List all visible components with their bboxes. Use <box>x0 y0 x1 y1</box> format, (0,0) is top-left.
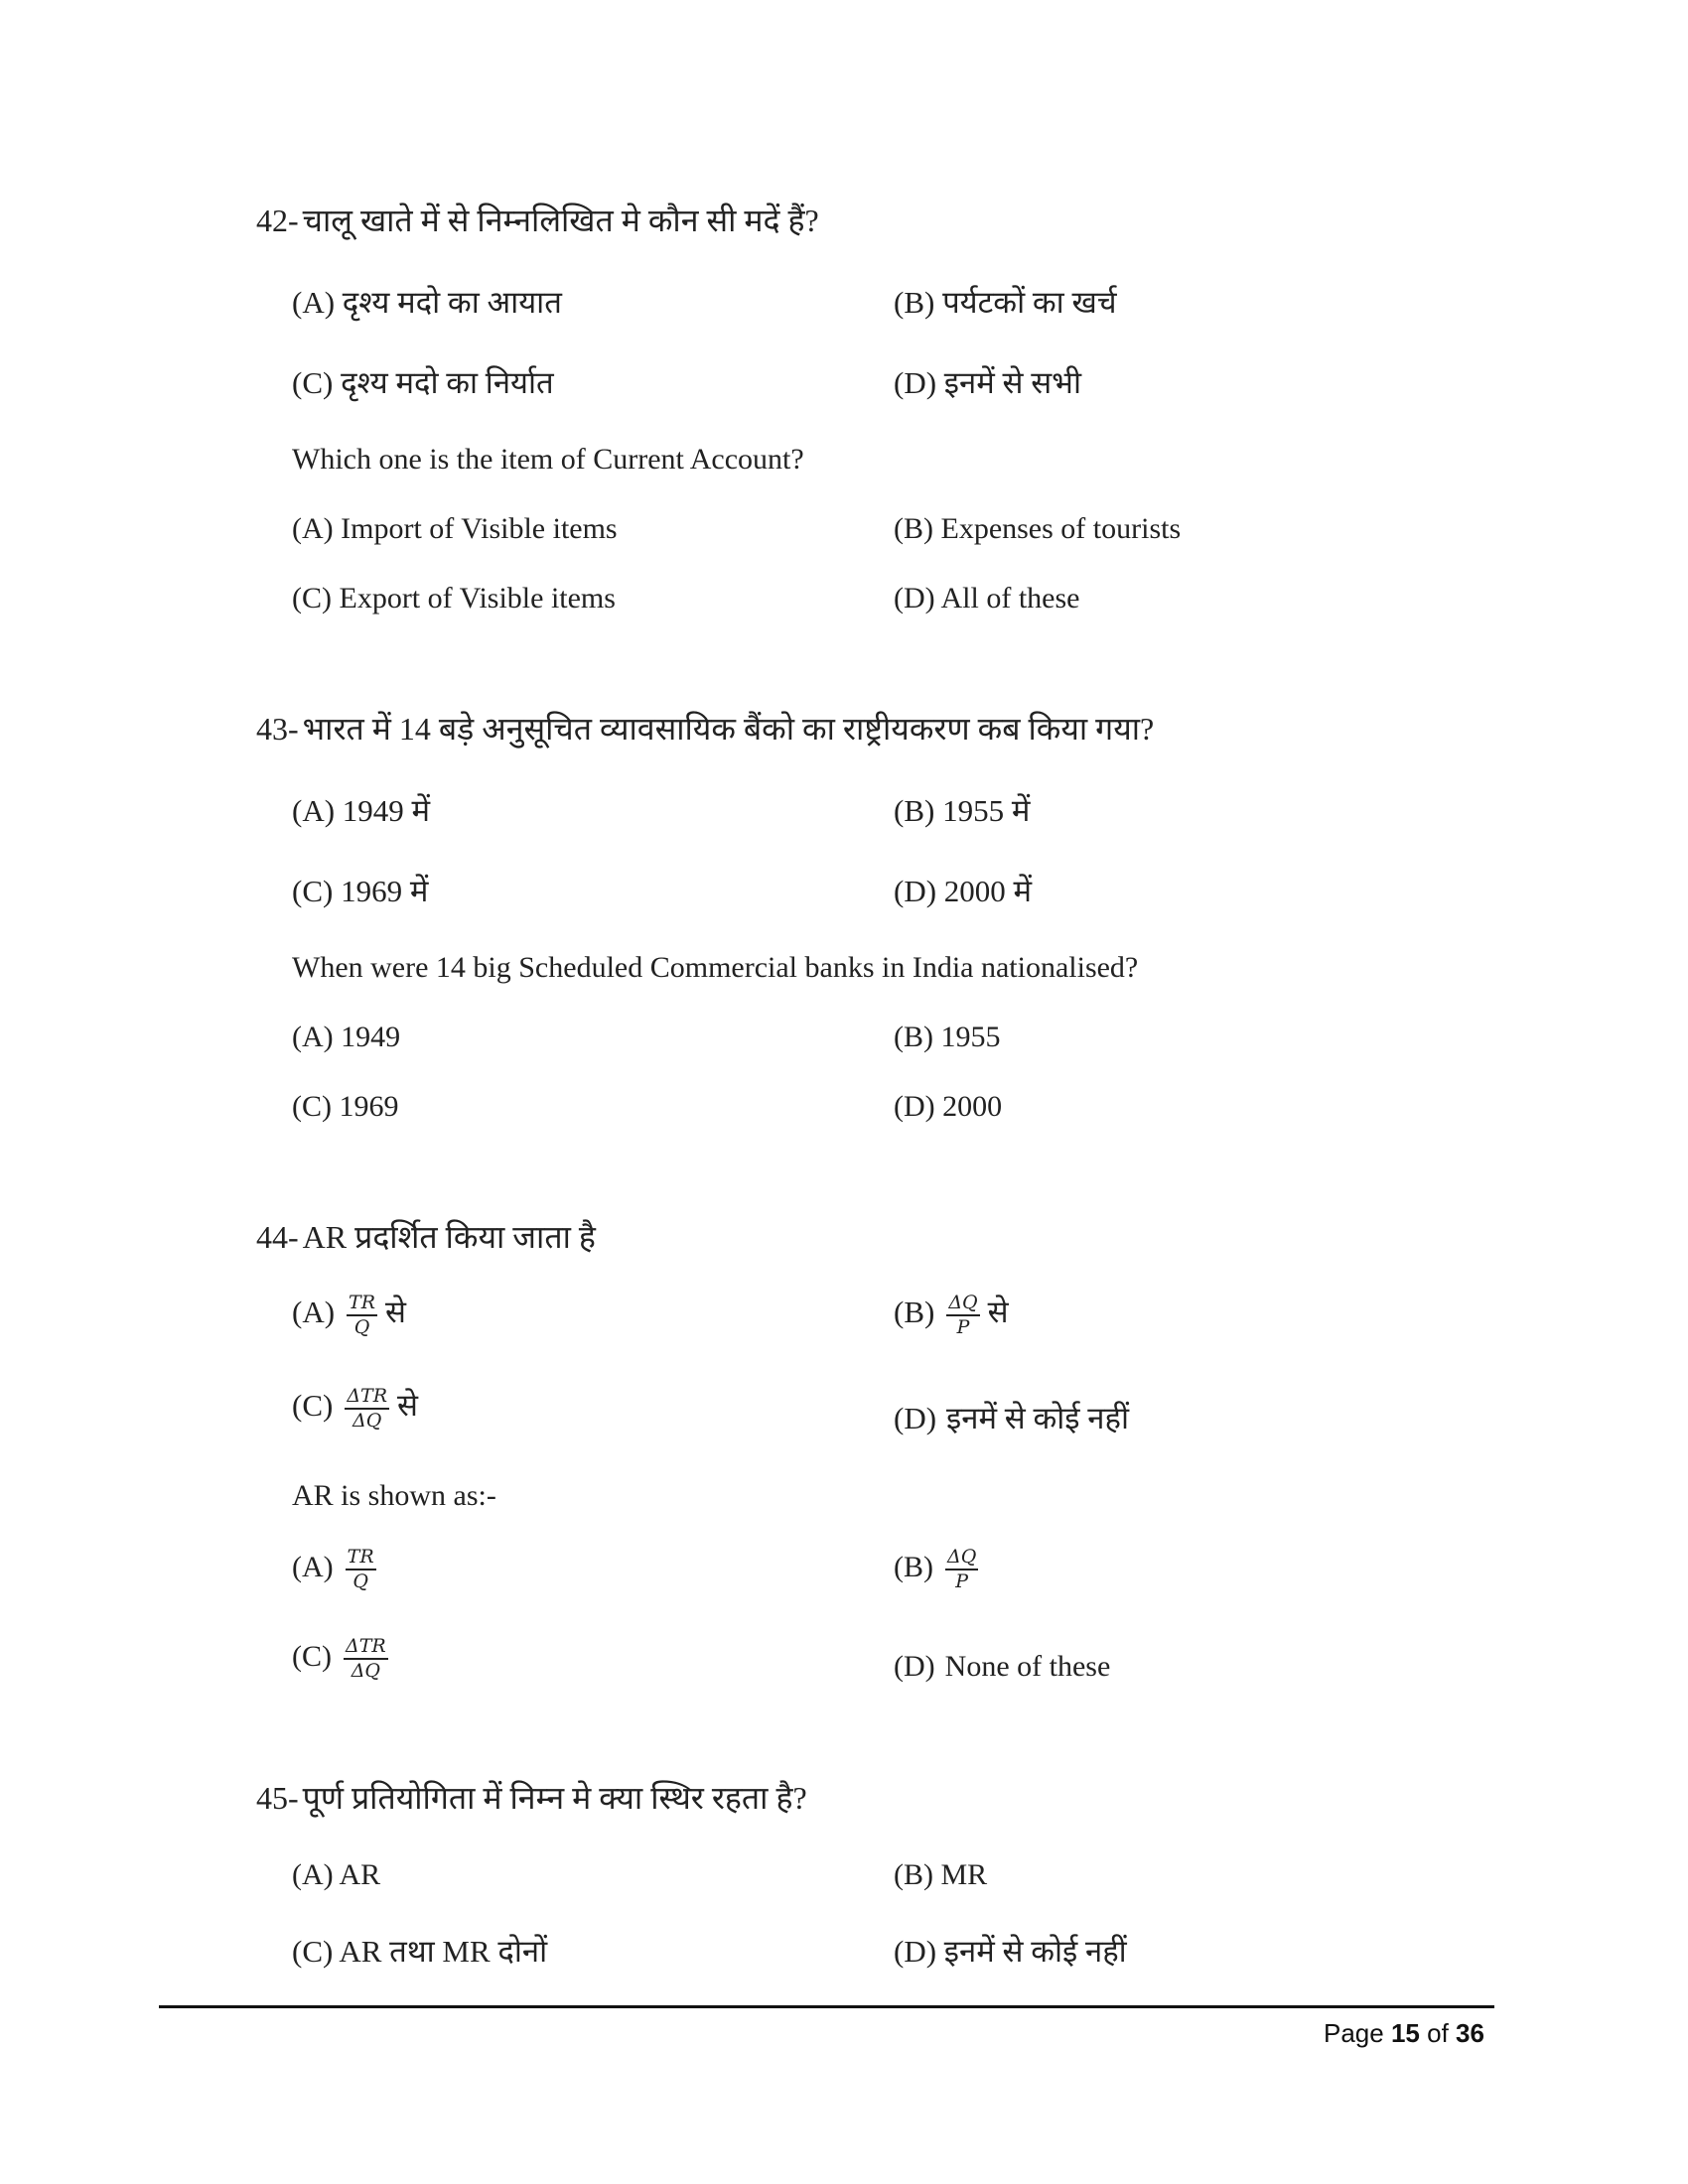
option-d-hindi: (D) 2000 में <box>894 874 1033 908</box>
option-a-english: (A) Import of Visible items <box>292 512 618 545</box>
question-text-hindi: पूर्ण प्रतियोगिता में निम्न मे क्या स्थिर रहता है? <box>302 1780 807 1816</box>
option-b-hindi: (B) पर्यटकों का खर्च <box>894 285 1117 320</box>
question-text-hindi: AR प्रदर्शित किया जाता है <box>302 1219 596 1255</box>
option-b-english: (B) 1955 <box>894 1021 1001 1053</box>
option-c-hindi: (C) 1969 में <box>292 874 429 908</box>
question-number: 42- <box>256 203 299 238</box>
option-d-english: (D) 2000 <box>894 1090 1003 1123</box>
option-b-hindi: (B) 1955 में <box>894 793 1031 828</box>
fraction: $\frac{TR}{Q}$ <box>347 1546 374 1592</box>
question-text-hindi: चालू खाते में से निम्नलिखित मे कौन सी मदें हैं? <box>302 203 819 238</box>
option-d-hindi: (D) इनमें से सभी <box>894 365 1081 400</box>
fraction: $\frac{\text{ΔTR}}{\Delta Q}$ <box>346 1635 386 1682</box>
option-c-english: (C) Export of Visible items <box>292 582 616 614</box>
question-text-english: Which one is the item of Current Account? <box>292 443 804 476</box>
option-d-english: (D) All of these <box>894 582 1080 614</box>
option-d-hindi: (D) इनमें से कोई नहीं <box>894 1401 1129 1435</box>
option-a-hindi: (A) $\frac{TR}{Q}$ से <box>292 1292 406 1338</box>
question-42 <box>256 199 819 241</box>
option-d-hindi: (D) इनमें से कोई नहीं <box>894 1934 1127 1969</box>
option-c-english: (C) 1969 <box>292 1090 399 1123</box>
question-text-english: When were 14 big Scheduled Commercial banks in India nationalised? <box>292 951 1139 984</box>
question-number: 45- <box>256 1780 299 1816</box>
option-b-english: (B) $\frac{\Delta Q}{P}$ <box>894 1546 977 1592</box>
question-44 <box>256 1215 596 1258</box>
question-number: 43- <box>256 711 299 747</box>
option-b-hindi: (B) MR <box>894 1858 988 1891</box>
fraction: $\frac{\Delta Q}{P}$ <box>947 1546 977 1592</box>
question-45 <box>256 1776 807 1819</box>
option-a-english: (A) $\frac{TR}{Q}$ <box>292 1546 374 1592</box>
footer-divider <box>159 2005 1494 2008</box>
option-a-hindi: (A) दृश्य मदो का आयात <box>292 285 562 320</box>
question-number: 44- <box>256 1219 299 1255</box>
fraction: $\frac{\text{ΔTR}}{\Delta Q}$ <box>347 1385 388 1432</box>
option-d-english: (D) None of these <box>894 1650 1111 1683</box>
option-c-hindi: (C) $\frac{\text{ΔTR}}{\Delta Q}$ से <box>292 1385 418 1432</box>
option-c-english: (C) $\frac{\text{ΔTR}}{\Delta Q}$ <box>292 1635 386 1682</box>
fraction: $\frac{TR}{Q}$ <box>349 1292 376 1338</box>
question-text-hindi: भारत में 14 बड़े अनुसूचित व्यावसायिक बैंको का राष्ट्रीयकरण कब किया गया? <box>302 711 1155 747</box>
option-a-english: (A) 1949 <box>292 1021 401 1053</box>
option-a-hindi: (A) AR <box>292 1858 381 1891</box>
question-text-english: AR is shown as:- <box>292 1479 496 1512</box>
option-c-hindi: (C) AR तथा MR दोनों <box>292 1934 548 1969</box>
option-b-hindi: (B) $\frac{\Delta Q}{P}$ से <box>894 1292 1009 1338</box>
question-43 <box>256 707 1154 750</box>
fraction: $\frac{\Delta Q}{P}$ <box>948 1292 978 1338</box>
option-a-hindi: (A) 1949 में <box>292 793 431 828</box>
option-c-hindi: (C) दृश्य मदो का निर्यात <box>292 365 554 400</box>
page-number: Page 15 of 36 <box>1324 2018 1484 2048</box>
option-b-english: (B) Expenses of tourists <box>894 512 1182 545</box>
